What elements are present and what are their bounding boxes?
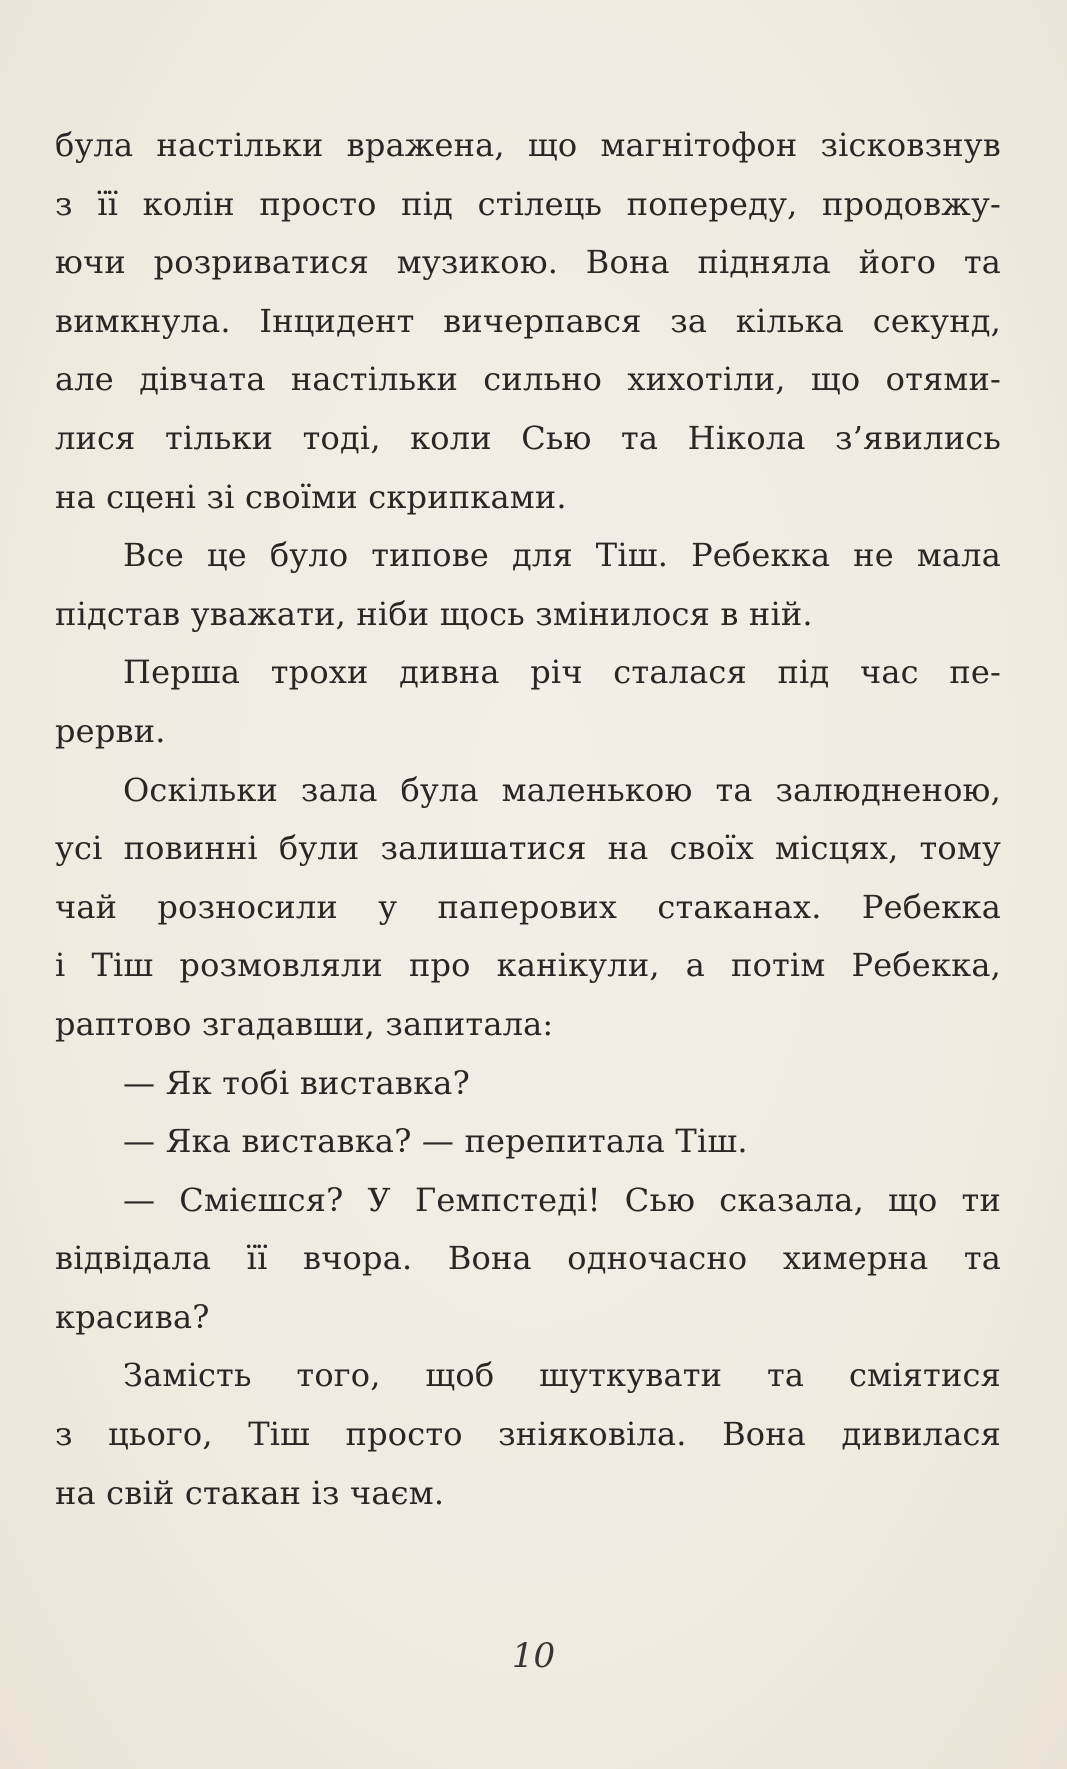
text-line: рерви. xyxy=(55,711,166,750)
text-line: з цього, Тіш просто зніяковіла. Вона дивилася xyxy=(55,1415,1001,1454)
text-line: ючи розриватися музикою. Вона підняла його та xyxy=(55,243,1001,282)
text-line: на свій стакан із чаєм. xyxy=(55,1473,445,1512)
paragraph-2 xyxy=(55,526,1001,643)
text-line: — Як тобі виставка? xyxy=(123,1063,470,1102)
text-line: і Тіш розмовляли про канікули, а потім Ребекка, xyxy=(55,946,1001,985)
paragraph-6-dialogue xyxy=(55,1112,1001,1171)
text-line: Замість того, щоб шуткувати та сміятися xyxy=(123,1356,1001,1395)
text-line: раптово згадавши, запитала: xyxy=(55,1004,554,1043)
paragraph-3 xyxy=(55,643,1001,760)
text-line: вимкнула. Інцидент вичерпався за кілька секунд, xyxy=(55,301,1001,340)
text-line: усі повинні були залишатися на своїх місцях, тому xyxy=(55,829,1001,868)
text-line: лися тільки тоді, коли Сью та Нікола з’явились xyxy=(55,418,1001,457)
text-line: Перша трохи дивна річ сталася під час пе- xyxy=(123,653,1001,692)
text-line: відвідала її вчора. Вона одночасно химерна та xyxy=(55,1239,1001,1278)
text-line: Оскільки зала була маленькою та залюдненою, xyxy=(123,770,1001,809)
paragraph-5-dialogue xyxy=(55,1054,1001,1113)
paragraph-4 xyxy=(55,761,1001,1054)
paragraph-1 xyxy=(55,116,1001,526)
text-line: красива? xyxy=(55,1297,210,1336)
text-line: на сцені зі своїми скрипками. xyxy=(55,477,567,516)
text-line: з її колін просто під стілець попереду, продовжу- xyxy=(55,184,1001,223)
paragraph-8 xyxy=(55,1346,1001,1522)
page-text xyxy=(55,116,1001,1522)
text-line: Все це було типове для Тіш. Ребекка не мала xyxy=(123,536,1001,575)
text-line: але дівчата настільки сильно хихотіли, що отями- xyxy=(55,360,1001,399)
text-line: чай розносили у паперових стаканах. Ребекка xyxy=(55,887,1001,926)
paragraph-7-dialogue xyxy=(55,1171,1001,1347)
page-number: 10 xyxy=(511,1636,556,1676)
text-line: була настільки вражена, що магнітофон зісковзнув xyxy=(55,126,1001,164)
text-line: — Яка виставка? — перепитала Тіш. xyxy=(123,1122,748,1161)
text-line: підстав уважати, ніби щось змінилося в ній. xyxy=(55,594,813,633)
text-line: — Смієшся? У Гемпстеді! Сью сказала, що ти xyxy=(123,1180,1001,1219)
